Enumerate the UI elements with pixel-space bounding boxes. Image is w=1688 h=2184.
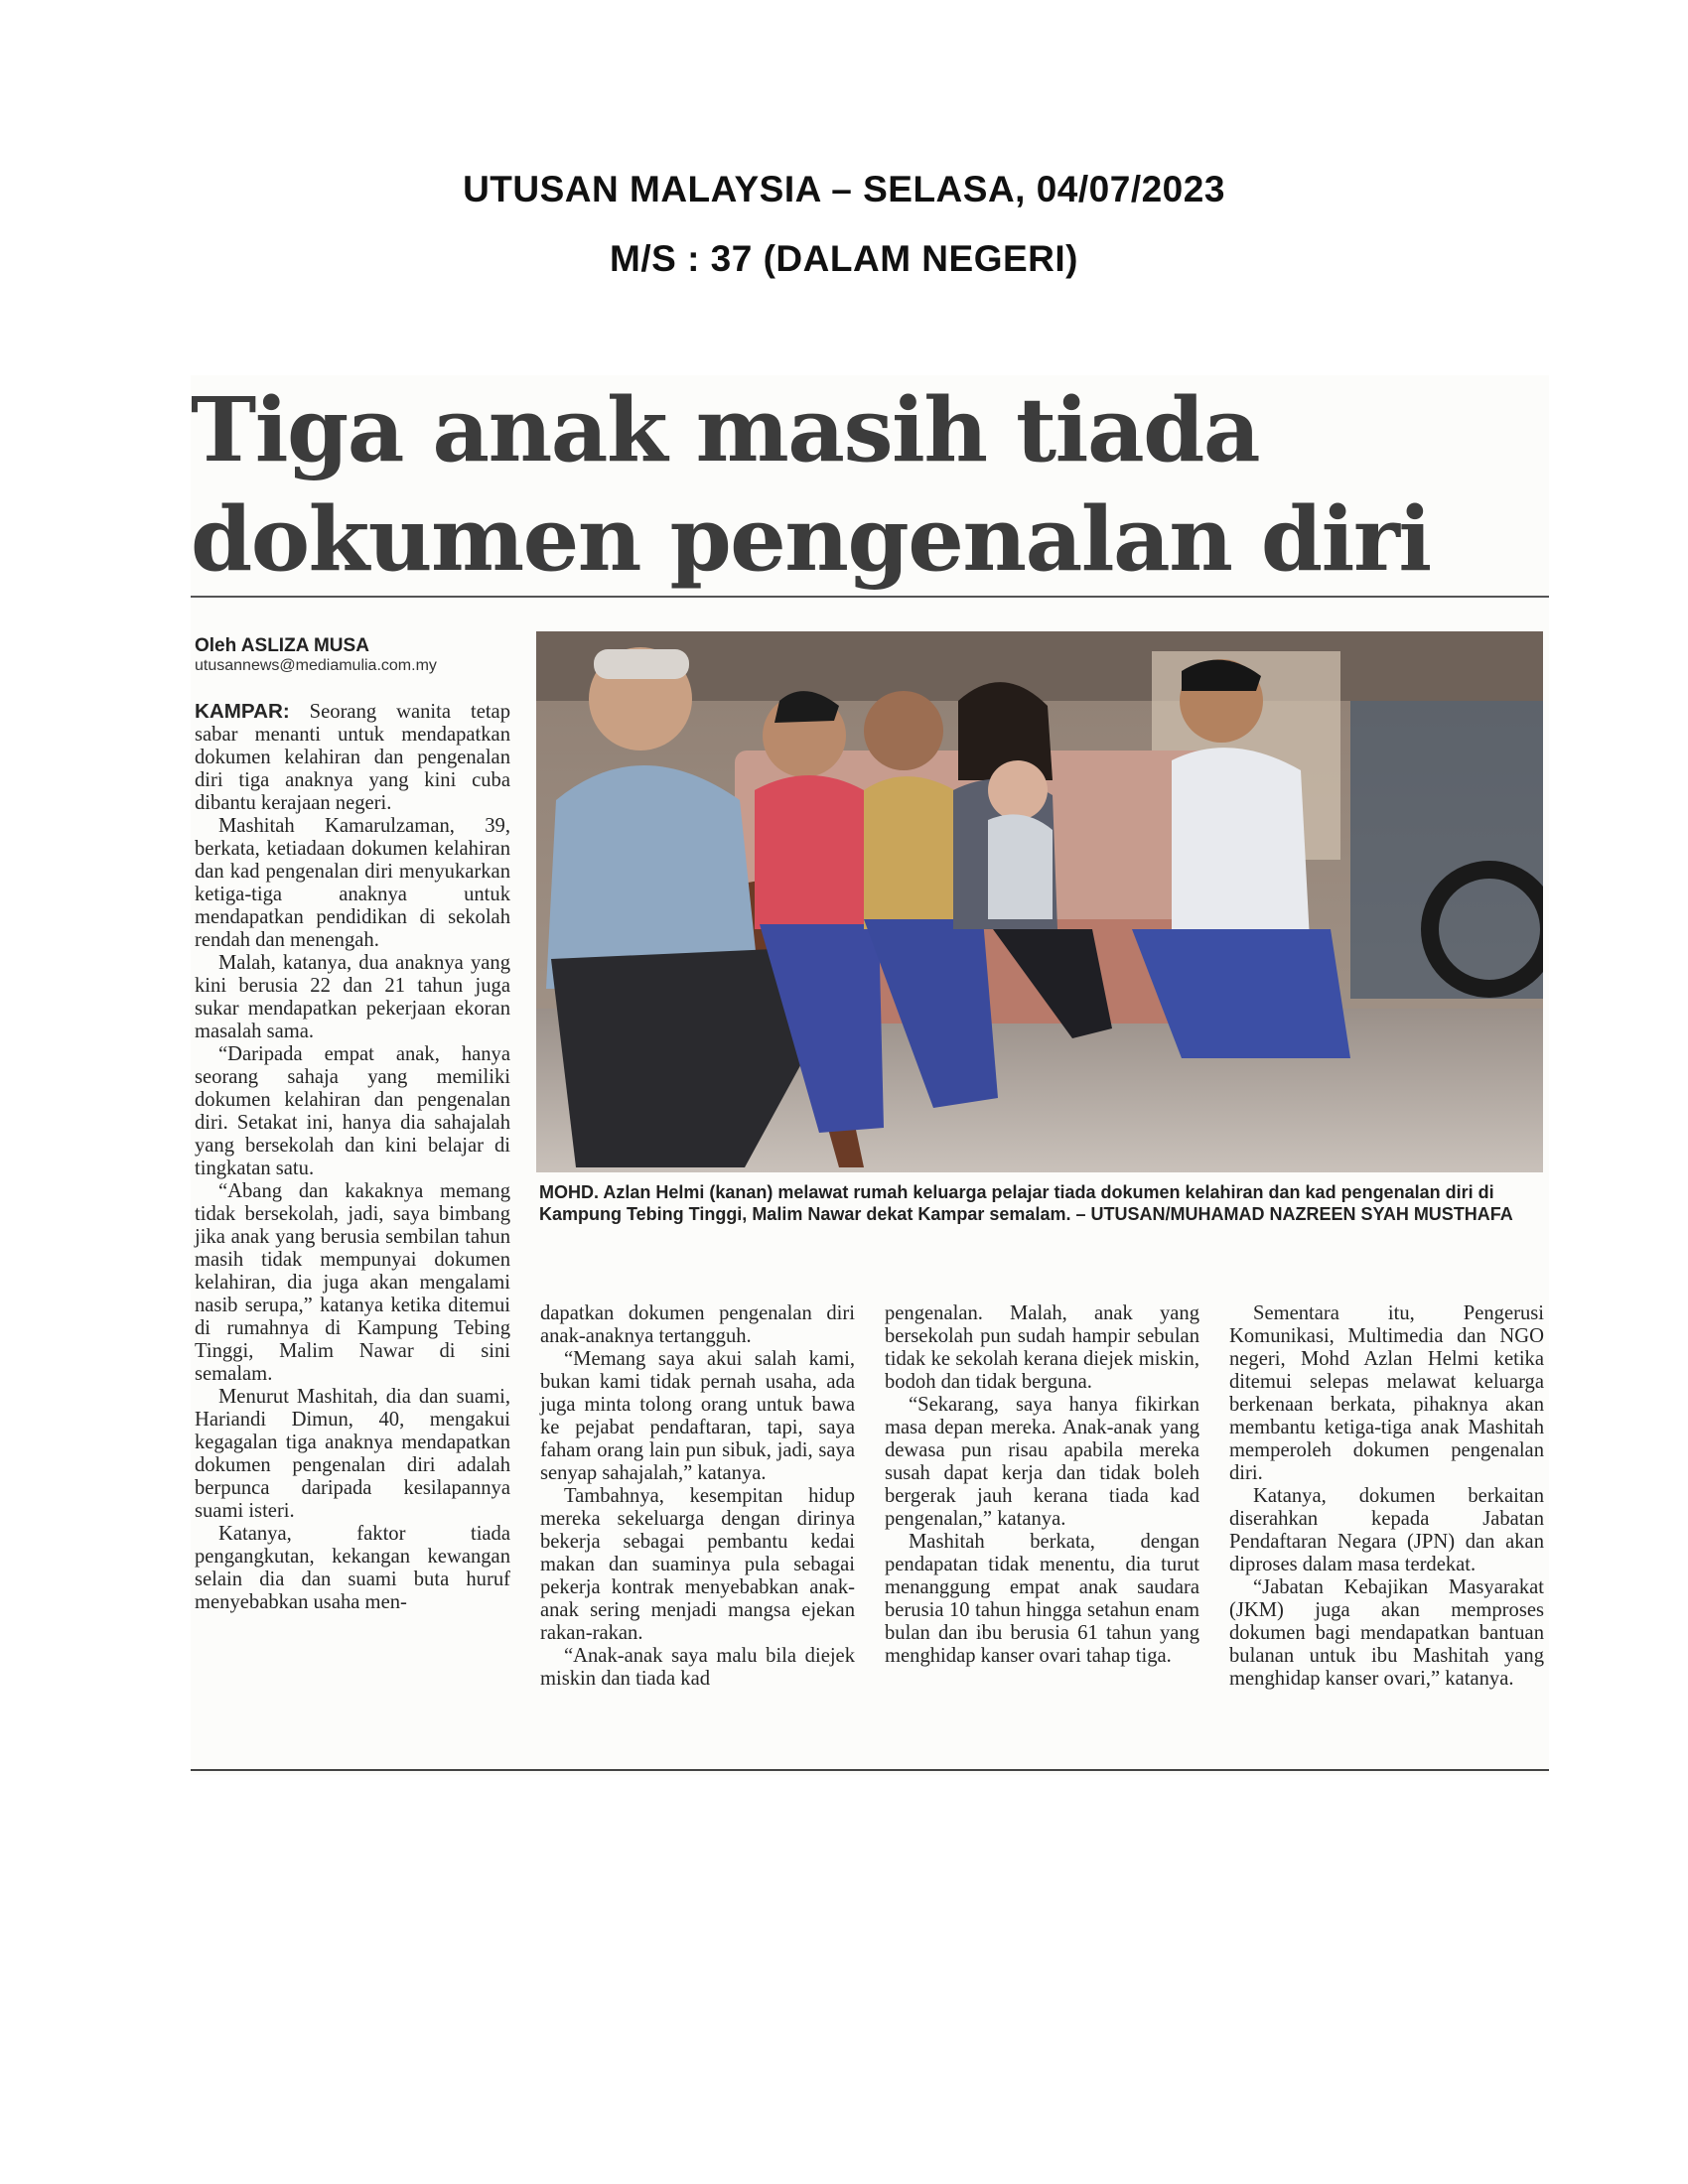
headline-divider xyxy=(191,596,1549,598)
article-headline xyxy=(191,375,1549,594)
paragraph: “Anak-anak saya malu bila diejek miskin dan tiada kad xyxy=(540,1645,855,1690)
article-column-2 xyxy=(540,1302,855,1691)
paragraph: “Memang saya akui salah kami, bukan kami tidak pernah usaha, ada juga minta tolong orang untuk bawa ke pejabat pendaftaran, tapi, saya faham orang lain pun sibuk, jadi, saya senyap sahajalah,” katanya. xyxy=(540,1348,855,1484)
paragraph: Mashitah Kamarulzaman, 39, berkata, ketiadaan dokumen kelahiran dan kad pengenalan diri menyukarkan ketiga-tiga anaknya untuk mendapatkan pendidikan di sekolah rendah dan menengah. xyxy=(195,815,510,951)
article-photo xyxy=(536,631,1543,1172)
clipping-page-section-line: M/S : 37 (DALAM NEGERI) xyxy=(610,238,1078,279)
paragraph: Menurut Mashitah, dia dan suami, Hariandi Dimun, 40, mengakui kegagalan tiga anaknya mendapatkan dokumen pengenalan diri adalah berpunca daripada kesilapannya suami isteri. xyxy=(195,1386,510,1522)
paragraph: Malah, katanya, dua anaknya yang kini berusia 22 dan 21 tahun juga sukar mendapatkan pekerjaan ekoran masalah sama. xyxy=(195,952,510,1042)
article-column-4 xyxy=(1229,1302,1544,1691)
paragraph: “Daripada empat anak, hanya seorang sahaja yang memiliki dokumen kelahiran dan pengenalan diri. Setakat ini, hanya dia sahajalah yang bersekolah dan kini belajar di tingkatan satu. xyxy=(195,1043,510,1179)
article-column-1 xyxy=(195,700,510,1614)
paragraph: Sementara itu, Pengerusi Komunikasi, Multimedia dan NGO negeri, Mohd Azlan Helmi ketika ditemui selepas melawat keluarga berkenaan berkata, pihaknya akan membantu ketiga-tiga anak Mashitah memperoleh dokumen pengenalan diri. xyxy=(1229,1302,1544,1484)
paragraph: dapatkan dokumen pengenalan diri anak-anaknya tertangguh. xyxy=(540,1302,855,1347)
newspaper-clipping xyxy=(191,375,1549,1775)
paragraph: “Sekarang, saya hanya fikirkan masa depan mereka. Anak-anak yang dewasa pun risau apabila mereka susah dapat kerja dan tidak boleh bergerak jauh kerana tiada kad pengenalan,” katanya. xyxy=(885,1394,1199,1530)
paragraph: “Abang dan kakaknya memang tidak bersekolah, jadi, saya bimbang jika anak yang berusia sembilan tahun masih tidak mempunyai dokumen kelahiran, dia juga akan mengalami nasib serupa,” katanya ketika ditemui di rumahnya di Kampung Tebing Tinggi, Malim Nawar di sini semalam. xyxy=(195,1180,510,1385)
article-byline: Oleh ASLIZA MUSA xyxy=(195,635,369,656)
clipping-source-line: UTUSAN MALAYSIA – SELASA, 04/07/2023 xyxy=(463,169,1225,209)
paragraph: Tambahnya, kesempitan hidup mereka sekeluarga dengan dirinya bekerja sebagai pembantu kedai makan dan suaminya pula sebagai pekerja kontrak menyebabkan anak-anak sering menjadi mangsa ejekan rakan-rakan. xyxy=(540,1485,855,1644)
paragraph: KAMPAR: Seorang wanita tetap sabar menanti untuk mendapatkan dokumen kelahiran dan pengenalan diri tiga anaknya yang kini cuba dibantu kerajaan negeri. xyxy=(195,700,510,814)
photo-caption: MOHD. Azlan Helmi (kanan) melawat rumah keluarga pelajar tiada dokumen kelahiran dan kad pengenalan diri di Kampung Tebing Tinggi, Malim Nawar dekat Kampar semalam. – UTUSAN/MUHAMAD NAZREEN SYAH MUSTHAFA xyxy=(539,1182,1513,1224)
headline-line-1: Tiga anak masih tiada xyxy=(191,377,1260,481)
article-column-3 xyxy=(885,1302,1199,1668)
paragraph: Katanya, dokumen berkaitan diserahkan kepada Jabatan Pendaftaran Negara (JPN) dan akan diproses dalam masa terdekat. xyxy=(1229,1485,1544,1575)
paragraph: Mashitah berkata, dengan pendapatan tidak menentu, dia turut menanggung empat anak saudara berusia 10 tahun hingga setahun enam bulan dan ibu berusia 61 tahun yang menghidap kanser ovari tahap tiga. xyxy=(885,1531,1199,1667)
headline-line-2: dokumen pengenalan diri xyxy=(191,486,1431,591)
article-dateline: KAMPAR: xyxy=(195,700,290,723)
paragraph: “Jabatan Kebajikan Masyarakat (JKM) juga akan memproses dokumen bagi mendapatkan bantuan bulanan untuk ibu Mashitah yang menghidap kanser ovari,” katanya. xyxy=(1229,1576,1544,1690)
paragraph: pengenalan. Malah, anak yang bersekolah pun sudah hampir sebulan tidak ke sekolah kerana diejek miskin, bodoh dan tidak berguna. xyxy=(885,1302,1199,1393)
paragraph: Katanya, faktor tiada pengangkutan, kekangan kewangan selain dia dan suami buta huruf menyebabkan usaha men- xyxy=(195,1523,510,1613)
clipping-bottom-rule xyxy=(191,1769,1549,1771)
author-email: utusannews@mediamulia.com.my xyxy=(195,657,437,674)
